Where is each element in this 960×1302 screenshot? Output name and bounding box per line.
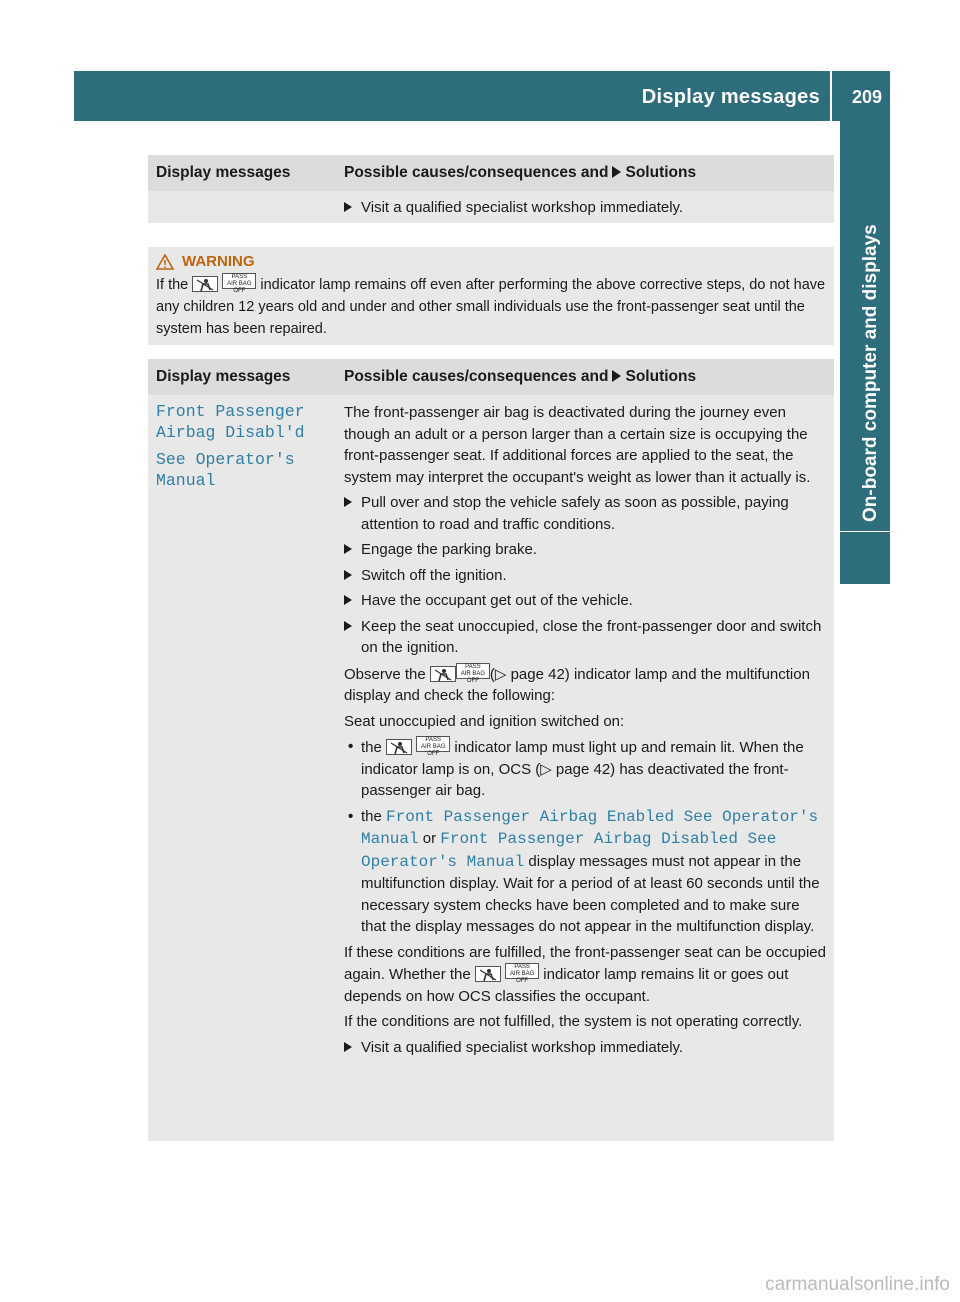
- display-message-enabled: Front Passenger Airbag Enabled See Operator's Manual: [361, 807, 819, 848]
- lamp-text-pass: PASS: [465, 663, 481, 670]
- warning-triangle-icon: [156, 254, 174, 270]
- arrow-icon: [612, 370, 621, 382]
- pass-airbag-off-icon: [456, 663, 490, 684]
- lamp-text-airbag-off: AIR BAG OFF: [509, 971, 535, 984]
- bullet-2-or: or: [422, 830, 437, 847]
- step-2-text: Engage the parking brake.: [361, 541, 537, 558]
- display-messages-table-1: [148, 155, 834, 223]
- table1-empty-cell: [148, 191, 336, 223]
- header-separator: [830, 71, 832, 121]
- fulfilled-paragraph: [344, 942, 826, 1008]
- fulfilled-text-a: If these conditions are fulfilled, the front-passenger seat can be occupied again. Whether the: [344, 943, 826, 983]
- step-arrow-icon: [344, 202, 352, 212]
- pass-airbag-off-icon: [416, 736, 450, 757]
- display-message-1: Front Passenger Airbag Disabl'd: [156, 402, 305, 442]
- table1-col2-header-solutions: Solutions: [625, 164, 697, 181]
- table2-col2-header-text: Possible causes/consequences and: [344, 368, 609, 385]
- display-message-disabled: Front Passenger Airbag Disabled See Operator's Manual: [361, 830, 777, 871]
- seat-occupant-icon: [475, 966, 501, 982]
- table1-col1-header: Display messages: [148, 155, 336, 191]
- lamp-text-airbag-off: AIR BAG OFF: [460, 670, 486, 684]
- table1-solution-cell: [336, 191, 834, 223]
- pass-airbag-off-icon: [505, 963, 539, 984]
- observe-text-a: Observe the: [344, 665, 426, 683]
- lamp-text-airbag-off: AIR BAG OFF: [227, 281, 252, 294]
- watermark: carmanualsonline.info: [765, 1274, 950, 1295]
- table2-solution-cell: [336, 395, 834, 1141]
- lamp-text-pass: PASS: [231, 274, 248, 280]
- bullet-2-text-a: the: [361, 807, 382, 825]
- observe-text-b: (▷ page 42) indicator lamp and the multifunction display and check the following:: [344, 665, 810, 704]
- pass-airbag-off-icon: [222, 273, 256, 294]
- warning-text-a: If the: [156, 277, 189, 293]
- step-2: [344, 539, 826, 561]
- fulfilled-text-b: indicator lamp remains lit or goes out depends on how OCS classifies the occupant.: [344, 966, 789, 1005]
- final-step: [344, 1037, 826, 1059]
- bullet-marker: •: [348, 738, 354, 755]
- table2-col2-header-solutions: Solutions: [625, 368, 697, 385]
- seat-occupant-icon: [386, 739, 412, 755]
- step-arrow-icon: [344, 497, 352, 507]
- bullet-1: [344, 736, 826, 802]
- display-messages-table-2: [148, 359, 834, 1141]
- warning-box: [148, 247, 834, 345]
- step-arrow-icon: [344, 621, 352, 631]
- seat-occupant-icon: [430, 666, 456, 682]
- table1-step-text: Visit a qualified specialist workshop immediately.: [361, 199, 684, 216]
- step-1-text: Pull over and stop the vehicle safely as soon as possible, paying attention to road and traffic conditions.: [361, 494, 789, 533]
- step-3: [344, 565, 826, 587]
- lamp-text-pass: PASS: [425, 737, 441, 743]
- header-title: Display messages: [641, 86, 820, 108]
- intro-paragraph: The front-passenger air bag is deactivated during the journey even though an adult or a person larger than a certain size is occupying the front-passenger seat. If additional forces are applied to the seat, the system may interpret the occupant's weight as lower than it actually is.: [344, 404, 811, 486]
- step-4-text: Have the occupant get out of the vehicle.: [361, 592, 633, 609]
- warning-text: [156, 273, 826, 340]
- warning-label: WARNING: [182, 253, 255, 270]
- seat-occupant-icon: [192, 276, 218, 292]
- step-arrow-icon: [344, 544, 352, 554]
- table2-col2-header: [336, 359, 834, 395]
- step-5-text: Keep the seat unoccupied, close the front-passenger door and switch on the ignition.: [361, 617, 822, 656]
- observe-paragraph: [344, 663, 826, 707]
- step-arrow-icon: [344, 1042, 352, 1052]
- step-4: [344, 590, 826, 612]
- lamp-text-pass: PASS: [514, 964, 530, 970]
- page-number: 209: [851, 87, 882, 107]
- bullet-2-text-b: display messages must not appear in the multifunction display. Wait for a period of at least 60 seconds until the necessary system checks have been completed and to make sure that the display messages do not appear in the multifunction display.: [361, 852, 820, 935]
- step-5: [344, 616, 826, 659]
- display-message-2: See Operator's Manual: [156, 450, 295, 490]
- lamp-text-airbag-off: AIR BAG OFF: [421, 744, 446, 757]
- side-tab-marker: [840, 532, 890, 584]
- step-3-text: Switch off the ignition.: [361, 566, 507, 584]
- step-arrow-icon: [344, 570, 352, 580]
- bullet-2: [344, 806, 826, 938]
- warning-heading: [156, 251, 826, 273]
- condition-paragraph: Seat unoccupied and ignition switched on:: [344, 712, 625, 730]
- table1-step: [344, 197, 826, 219]
- table1-col2-header-text: Possible causes/consequences and: [344, 164, 609, 181]
- bullet-1-text-a: the: [361, 739, 382, 756]
- bullet-1-text-b: indicator lamp must light up and remain lit. When the indicator lamp is on, OCS (▷ page 42) has deactivated the front-passenger air bag.: [361, 739, 804, 799]
- bullet-marker: •: [348, 807, 354, 825]
- step-1: [344, 492, 826, 535]
- step-arrow-icon: [344, 595, 352, 605]
- header-bar: [74, 71, 890, 121]
- warning-text-b: indicator lamp remains off even after performing the above corrective steps, do not have any children 12 years old and under and other small individuals use the front-passenger seat until the system has been repaired.: [156, 277, 826, 337]
- arrow-icon: [612, 166, 621, 178]
- final-step-text: Visit a qualified specialist workshop immediately.: [361, 1038, 684, 1056]
- table1-col2-header: [336, 155, 834, 191]
- side-tab-label: On-board computer and displays: [860, 224, 881, 522]
- table2-message-cell: [148, 395, 336, 1141]
- not-fulfilled-paragraph: If the conditions are not fulfilled, the system is not operating correctly.: [344, 1013, 803, 1030]
- table2-col1-header: Display messages: [148, 359, 336, 395]
